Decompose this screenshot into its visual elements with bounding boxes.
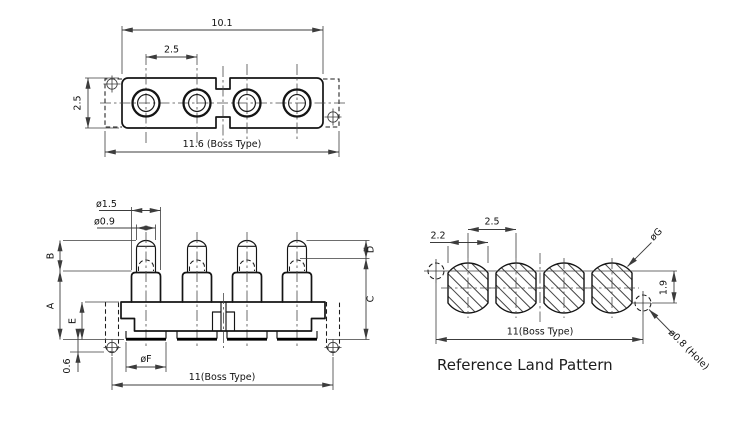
dim-pad-dia: øF — [140, 354, 152, 365]
dim-e: E — [67, 317, 79, 325]
dim-hole-dia: ø0.8 (Hole) — [665, 327, 711, 373]
dim-land-width: 2.2 — [430, 230, 446, 242]
dim-land-dia: øG — [647, 226, 665, 244]
dim-pitch-land: 2.5 — [484, 216, 500, 228]
dim-plunger-dia: ø0.9 — [94, 216, 115, 228]
boss-right-front — [325, 302, 342, 356]
land-1 — [441, 258, 495, 318]
top-view — [73, 18, 346, 157]
land-2 — [489, 258, 543, 318]
dim-overall-width: 10.1 — [211, 18, 233, 29]
dim-height-top: 2.5 — [72, 95, 84, 111]
land-4 — [585, 258, 639, 318]
dim-boss-span-front: 11(Boss Type) — [188, 372, 256, 383]
boss-left-front — [104, 302, 121, 356]
front-view — [46, 199, 377, 390]
dim-hole-offset: 1.9 — [658, 279, 670, 296]
dim-boss-span-land: 11(Boss Type) — [506, 326, 574, 338]
land-3 — [537, 258, 591, 318]
land-pattern-caption: Reference Land Pattern — [437, 356, 613, 374]
dim-a: A — [45, 302, 57, 310]
housing-front-outline — [121, 302, 325, 331]
dim-barrel-dia: ø1.5 — [96, 199, 117, 210]
dim-b: B — [45, 252, 57, 260]
dim-pitch-top: 2.5 — [163, 44, 180, 56]
dim-boss-span-top: 11.6 (Boss Type) — [182, 139, 262, 150]
dim-d: D — [365, 245, 377, 254]
dim-boss-protrusion: 0.6 — [62, 358, 73, 374]
land-pattern-view — [424, 217, 711, 375]
dim-c: C — [365, 295, 377, 303]
